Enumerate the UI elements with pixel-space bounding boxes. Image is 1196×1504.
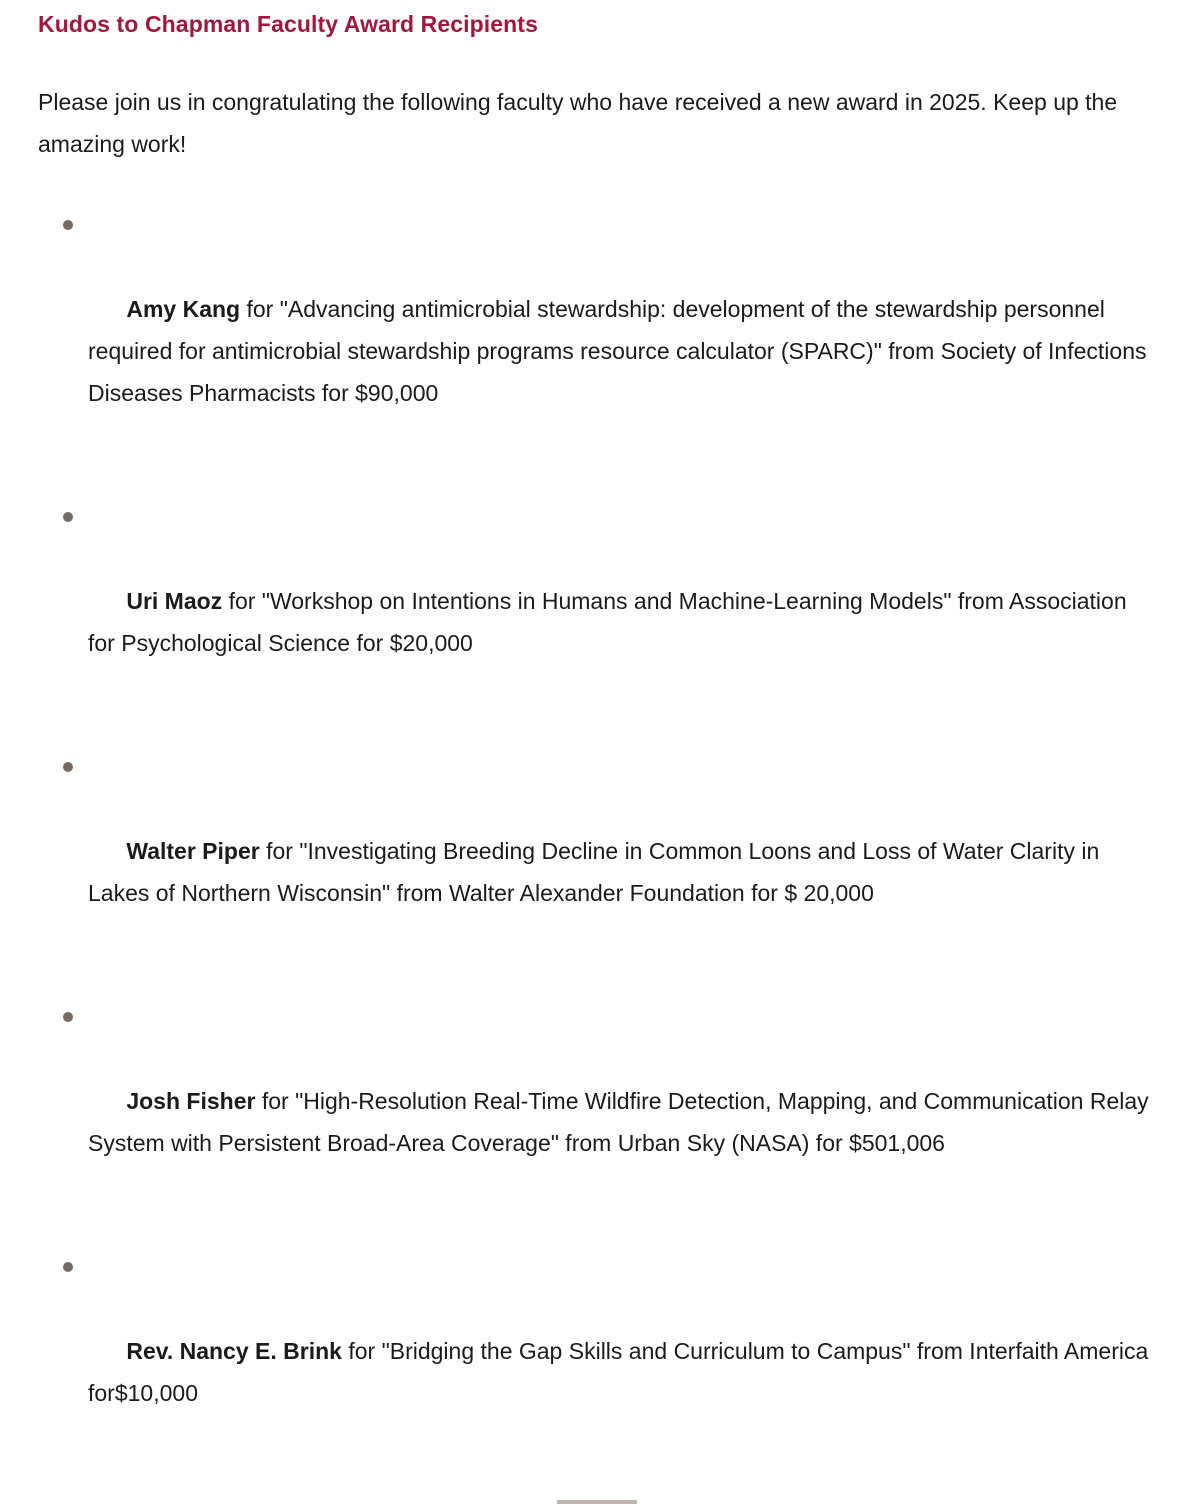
recipient-details: for "Workshop on Intentions in Humans and Machine-Learning Models" from Association for Psychological Science for $20,000 xyxy=(88,588,1134,656)
recipient-item xyxy=(38,746,1156,956)
recipient-details: for "High-Resolution Real-Time Wildfire Detection, Mapping, and Communication Relay System with Persistent Broad-Area Coverage" from Urban Sky (NASA) for $501,006 xyxy=(88,1088,1156,1156)
bullet-icon xyxy=(63,1262,73,1272)
bullet-icon xyxy=(63,1012,73,1022)
recipient-name: Uri Maoz xyxy=(126,588,223,614)
recipient-name: Rev. Nancy E. Brink xyxy=(126,1338,342,1364)
newsletter-page xyxy=(0,10,1196,1406)
intro-paragraph: Please join us in congratulating the following faculty who have received a new award in 2025. Keep up the amazing work! xyxy=(38,89,1124,157)
recipient-item xyxy=(38,204,1156,456)
recipients-list xyxy=(38,204,1162,1456)
recipient-details: for "Investigating Breeding Decline in Common Loons and Loss of Water Clarity in Lakes of Northern Wisconsin" from Walter Alexander Foundation for $ 20,000 xyxy=(88,838,1106,906)
page-title: Kudos to Chapman Faculty Award Recipients xyxy=(38,11,538,37)
section-divider xyxy=(557,1500,637,1504)
recipient-item xyxy=(38,496,1156,706)
bullet-icon xyxy=(63,762,73,772)
recipient-name: Walter Piper xyxy=(126,838,260,864)
recipient-details: for "Advancing antimicrobial stewardship: development of the stewardship personnel required for antimicrobial stewardship programs resource calculator (SPARC)" from Society of Infections Diseases Pharmacists for $90,000 xyxy=(88,296,1153,406)
recipient-name: Amy Kang xyxy=(126,296,241,322)
recipient-item xyxy=(38,1246,1162,1456)
recipient-details: for "Bridging the Gap Skills and Curriculum to Campus" from Interfaith America for$10,000 xyxy=(88,1338,1162,1406)
bullet-icon xyxy=(63,512,73,522)
recipient-item xyxy=(38,996,1156,1206)
bullet-icon xyxy=(63,220,73,230)
recipient-name: Josh Fisher xyxy=(126,1088,256,1114)
